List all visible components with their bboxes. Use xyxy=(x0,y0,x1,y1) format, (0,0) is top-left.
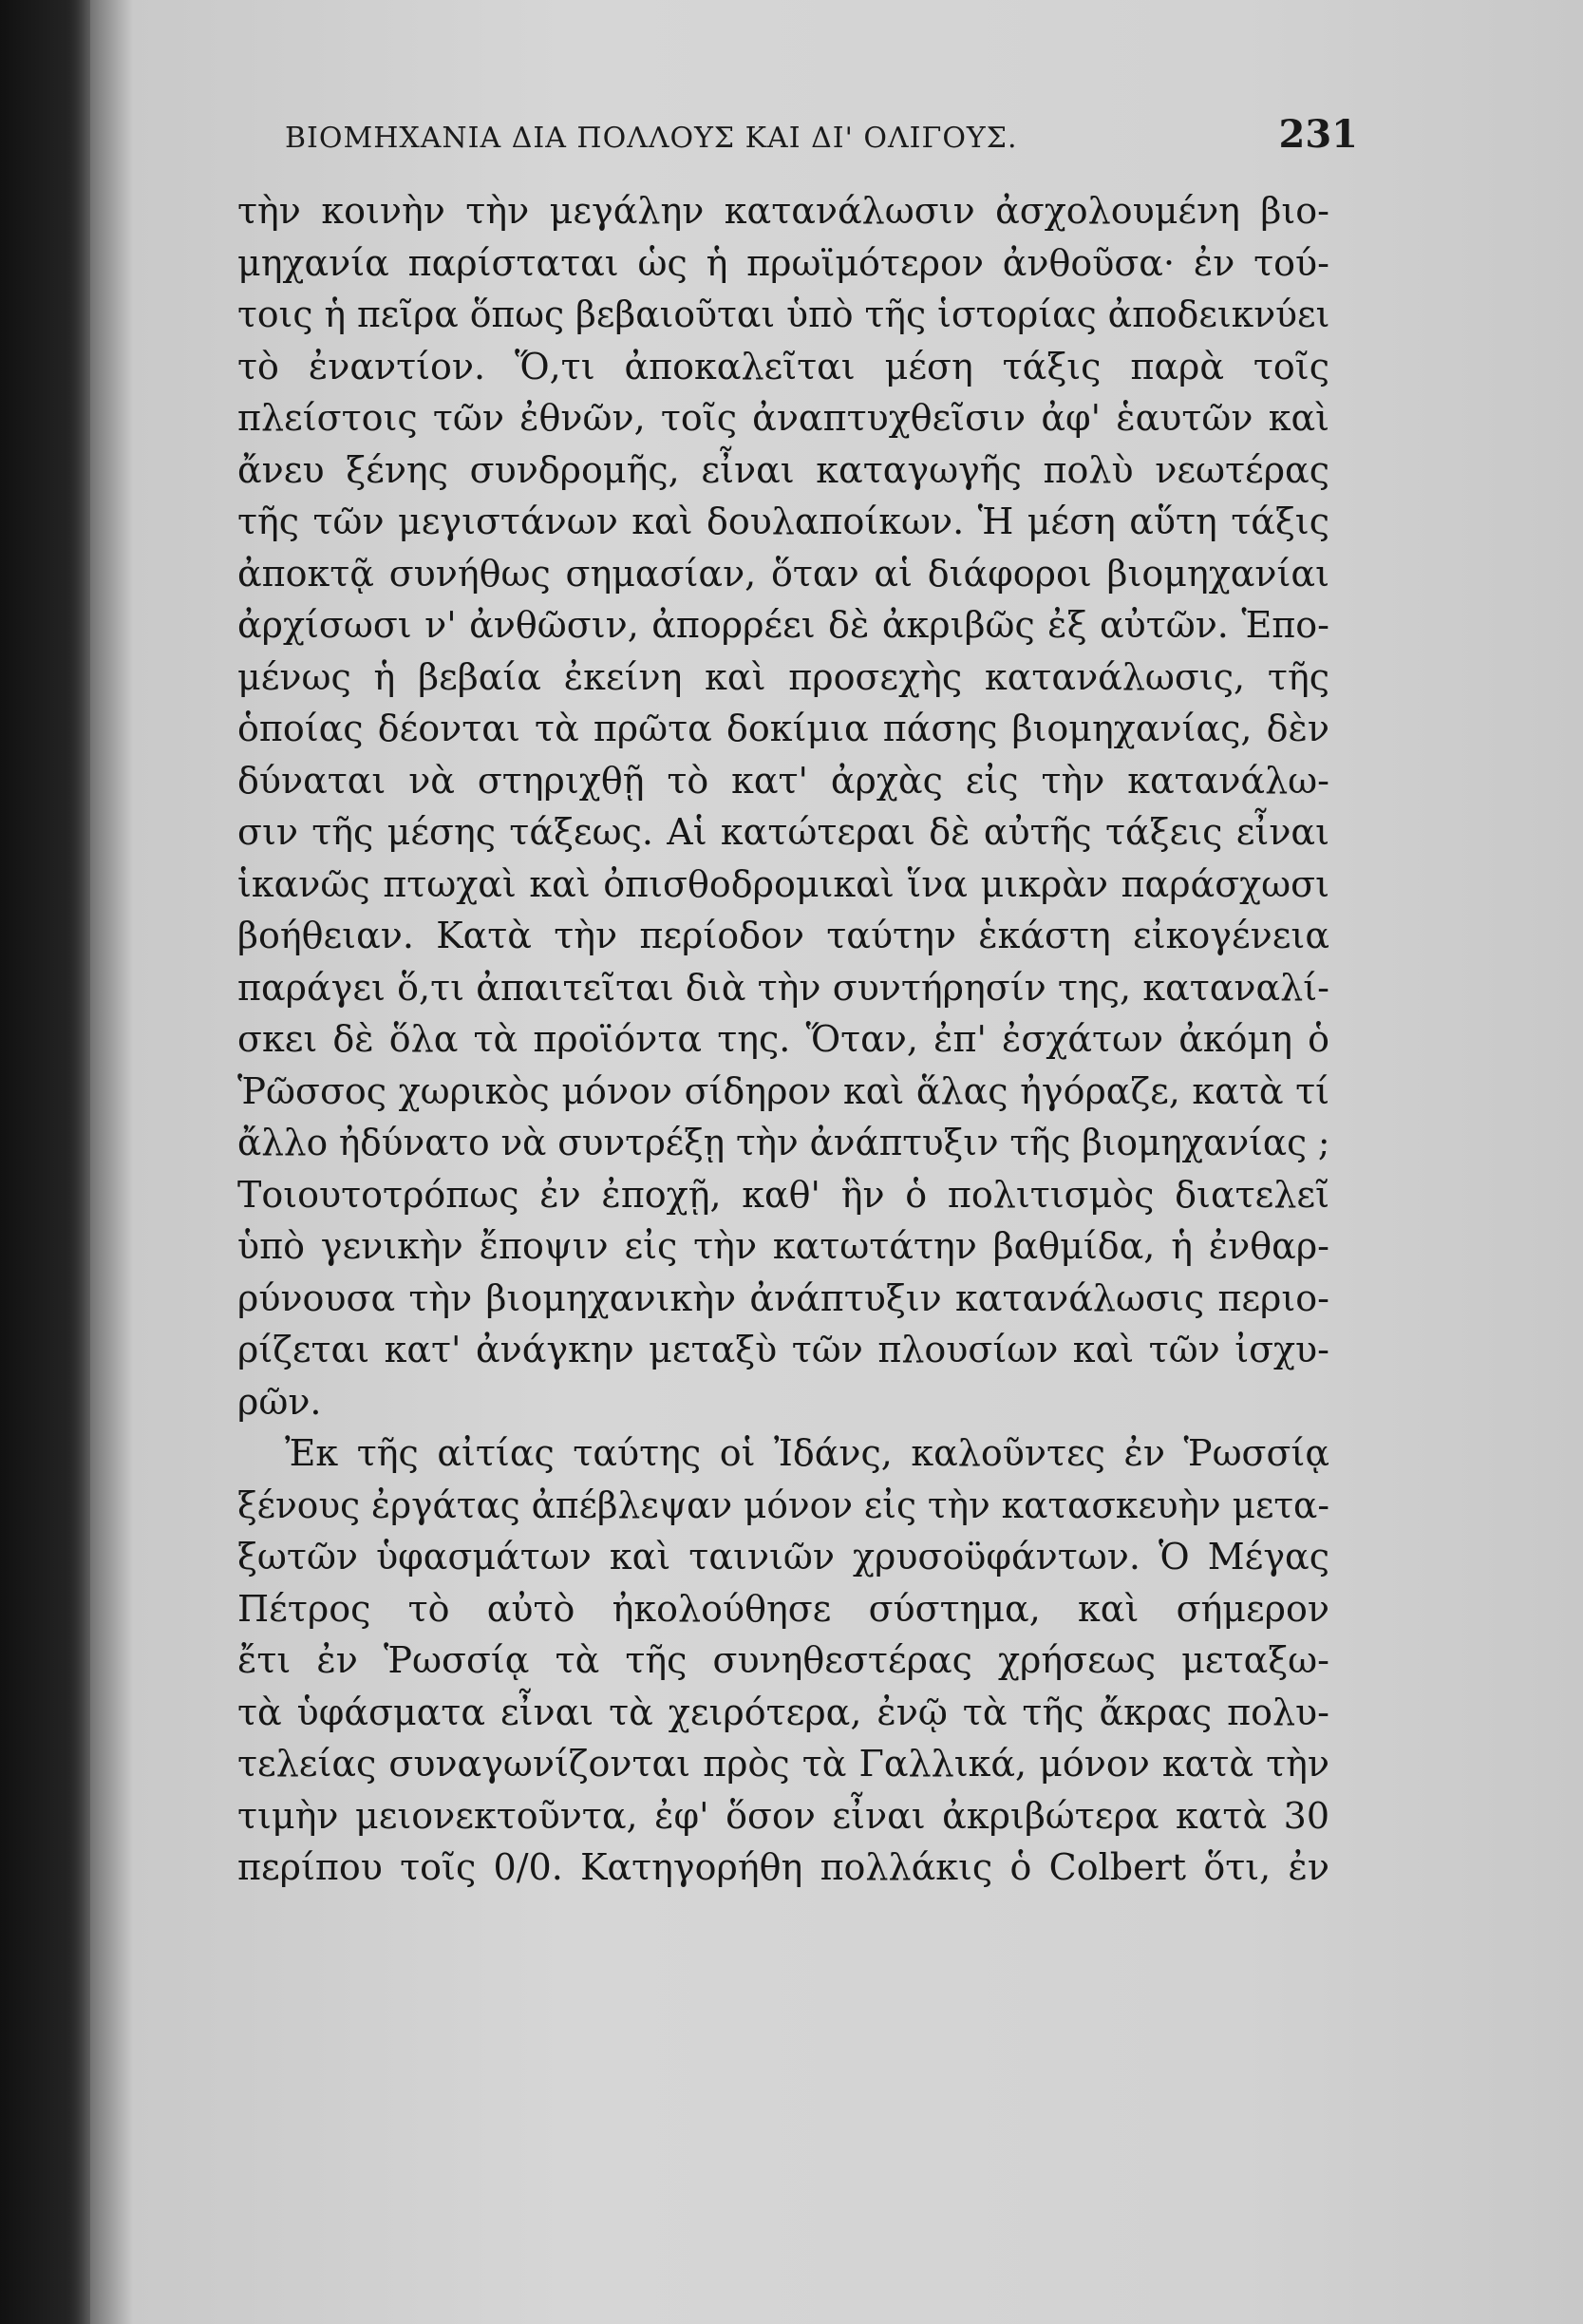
text-line: ἱκανῶς πτωχαὶ καὶ ὀπισθοδρομικαὶ ἵνα μικρὰν παράσχωσι xyxy=(237,862,1329,905)
text-line: ἄλλο ἠδύνατο νὰ συντρέξῃ τὴν ἀνάπτυξιν τῆς βιομηχανίας ; xyxy=(237,1122,1330,1163)
text-line: σιν τῆς μέσης τάξεως. Αἱ κατώτεραι δὲ αὐτῆς τάξεις εἶναι xyxy=(237,811,1329,853)
text-line: ἄνευ ξένης συνδρομῆς, εἶναι καταγωγῆς πολὺ νεωτέρας xyxy=(237,448,1329,491)
text-line: ἔτι ἐν Ῥωσσίᾳ τὰ τῆς συνηθεστέρας χρήσεως μεταξω- xyxy=(237,1639,1329,1681)
text-line: τῆς τῶν μεγιστάνων καὶ δουλαποίκων. Ἡ μέση αὕτη τάξις xyxy=(237,501,1329,542)
text-line: τὰ ὑφάσματα εἶναι τὰ χειρότερα, ἐνῷ τὰ τῆς ἄκρας πολυ- xyxy=(237,1691,1329,1733)
running-title: ΒΙΟΜΗΧΑΝΙΑ ΔΙΑ ΠΟΛΛΟΥΣ ΚΑΙ ΔΙ' ΟΛΙΓΟΥΣ. xyxy=(285,122,1018,155)
text-line: τοις ἡ πεῖρα ὅπως βεβαιοῦται ὑπὸ τῆς ἱστορίας ἀποδεικνύει xyxy=(237,293,1330,335)
text-line: Ῥῶσσος χωρικὸς μόνον σίδηρον καὶ ἅλας ἠγόραζε, κατὰ τί xyxy=(237,1069,1329,1112)
book-binding-shadow xyxy=(0,0,90,2324)
text-line: ἀρχίσωσι ν' ἀνθῶσιν, ἀπορρέει δὲ ἀκριβῶς ἐξ αὐτῶν. Ἑπο- xyxy=(237,604,1329,646)
text-line: Ἐκ τῆς αἰτίας ταύτης οἱ Ἰδάνς, καλοῦντες ἐν Ῥωσσίᾳ xyxy=(285,1432,1329,1474)
text-line: τὴν κοινὴν τὴν μεγάλην κατανάλωσιν ἀσχολουμένη βιο- xyxy=(237,190,1329,232)
running-head xyxy=(285,112,1358,169)
text-line: δύναται νὰ στηριχθῇ τὸ κατ' ἀρχὰς εἰς τὴν κατανάλω- xyxy=(237,759,1329,802)
text-line: ρύνουσα τὴν βιομηχανικὴν ἀνάπτυξιν κατανάλωσις περιο- xyxy=(237,1276,1329,1319)
text-line: ξένους ἐργάτας ἀπέβλεψαν μόνον εἰς τὴν κατασκευὴν μετα- xyxy=(237,1483,1329,1526)
text-line: ρῶν. xyxy=(237,1380,322,1423)
text-line: παράγει ὅ,τι ἀπαιτεῖται διὰ τὴν συντήρησίν της, καταναλί- xyxy=(237,966,1329,1009)
text-line: μηχανία παρίσταται ὡς ἡ πρωϊμότερον ἀνθοῦσα· ἐν τού- xyxy=(237,241,1329,284)
text-line: ξωτῶν ὑφασμάτων καὶ ταινιῶν χρυσοϋφάντων. Ὁ Μέγας xyxy=(237,1536,1329,1578)
text-line: Πέτρος τὸ αὐτὸ ἠκολούθησε σύστημα, καὶ σήμερον xyxy=(237,1587,1329,1630)
text-line: Τοιουτοτρόπως ἐν ἐποχῇ, καθ' ἣν ὁ πολιτισμὸς διατελεῖ xyxy=(237,1173,1329,1216)
text-line: σκει δὲ ὅλα τὰ προϊόντα της. Ὅταν, ἐπ' ἐσχάτων ἀκόμη ὁ xyxy=(237,1018,1329,1060)
body-text xyxy=(237,185,1329,1894)
page-number: 231 xyxy=(1278,112,1358,157)
text-line: ρίζεται κατ' ἀνάγκην μεταξὺ τῶν πλουσίων καὶ τῶν ἰσχυ- xyxy=(237,1329,1329,1370)
text-line: πλείστοις τῶν ἐθνῶν, τοῖς ἀναπτυχθεῖσιν ἀφ' ἑαυτῶν καὶ xyxy=(237,397,1329,439)
text-line: περίπου τοῖς 0/0. Κατηγορήθη πολλάκις ὁ Colbert ὅτι, ἐν xyxy=(237,1846,1329,1888)
text-line: μένως ἡ βεβαία ἐκείνη καὶ προσεχὴς κατανάλωσις, τῆς xyxy=(237,655,1329,698)
text-line: ὑπὸ γενικὴν ἔποψιν εἰς τὴν κατωτάτην βαθμίδα, ἡ ἐνθαρ- xyxy=(237,1225,1329,1267)
text-line: τιμὴν μειονεκτοῦντα, ἐφ' ὅσον εἶναι ἀκριβώτερα κατὰ 30 xyxy=(237,1794,1329,1837)
text-line: τελείας συναγωνίζονται πρὸς τὰ Γαλλικά, μόνον κατὰ τὴν xyxy=(237,1743,1329,1785)
text-line: ἀποκτᾷ συνήθως σημασίαν, ὅταν αἱ διάφοροι βιομηχανίαι xyxy=(237,552,1329,595)
text-line: τὸ ἐναντίον. Ὅ,τι ἀποκαλεῖται μέση τάξις παρὰ τοῖς xyxy=(237,345,1329,387)
text-line: βοήθειαν. Κατὰ τὴν περίοδον ταύτην ἑκάστη εἰκογένεια xyxy=(237,915,1329,956)
text-line: ὁποίας δέονται τὰ πρῶτα δοκίμια πάσης βιομηχανίας, δὲν xyxy=(237,708,1329,749)
